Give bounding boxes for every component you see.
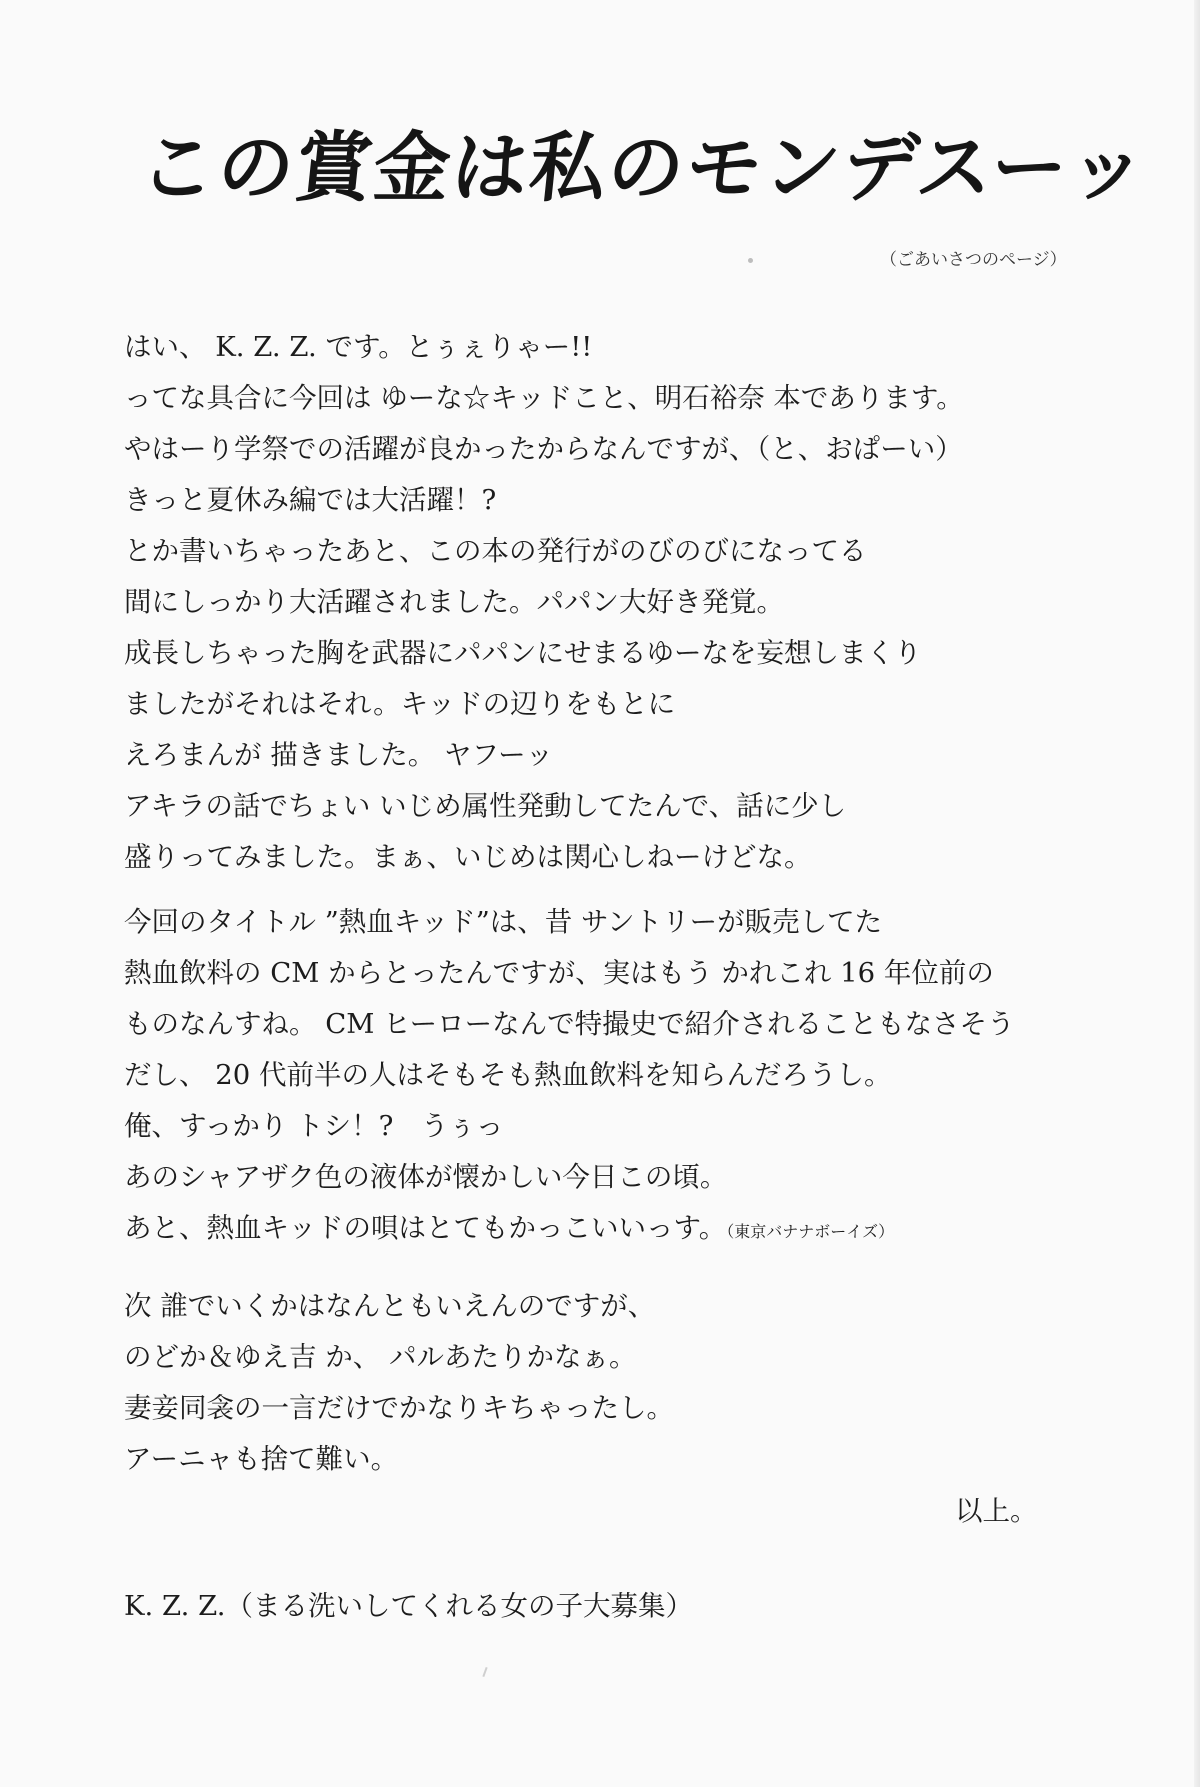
- text-line: あのシャアザク色の液体が懐かしい今日この頃。: [124, 1161, 728, 1193]
- page-edge-shadow: [1194, 0, 1200, 1787]
- greeting-body: [124, 322, 1164, 1485]
- text-line: 俺、すっかり トシ！? うぅっ: [124, 1110, 504, 1142]
- text-line: 妻妾同衾の一言だけでかなりキちゃったし。: [124, 1392, 674, 1424]
- text-line: ましたがそれはそれ。キッドの辺りをもとに: [124, 688, 676, 720]
- signoff: 以上。: [955, 1495, 1038, 1527]
- text-line: 間にしっかり大活躍されました。パパン大好き発覚。: [124, 586, 784, 618]
- author-footer: K. Z. Z.（まる洗いしてくれる女の子大募集）: [124, 1590, 693, 1622]
- text-line: だし、 20 代前半の人はそもそも熱血飲料を知らんだろうし。: [124, 1059, 892, 1091]
- text-line: ってな具合に今回は ゆーな☆キッドこと、明石裕奈 本であります。: [124, 382, 964, 414]
- text-line: とか書いちゃったあと、この本の発行がのびのびになってる: [124, 535, 867, 567]
- paragraph-gap: [124, 1257, 1164, 1281]
- text-line: 次 誰でいくかはなんともいえんのですが、: [124, 1290, 656, 1322]
- paragraph-gap: [124, 883, 1164, 897]
- text-line: 成長しちゃった胸を武器にパパンにせまるゆーなを妄想しまくり: [124, 637, 922, 669]
- text-line: あと、熱血キッドの唄はとてもかっこいいっす。: [124, 1212, 727, 1244]
- text-line: 熱血飲料の CM からとったんですが、実はもう かれこれ 16 年位前の: [124, 957, 994, 989]
- print-speck: [748, 258, 753, 263]
- text-line: はい、 K. Z. Z. です。とぅぇりゃー!!: [124, 331, 593, 363]
- print-speck: [482, 1667, 487, 1677]
- text-line: 今回のタイトル ”熱血キッド”は、昔 サントリーが販売してた: [124, 906, 883, 938]
- text-line: えろまんが 描きました。 ヤフーッ: [124, 739, 554, 771]
- text-line: アキラの話でちょい いじめ属性発動してたんで、話に少し: [124, 790, 847, 822]
- text-line: ものなんすね。 CM ヒーローなんで特撮史で紹介されることもなさそう: [124, 1008, 1015, 1040]
- aside-note: （東京バナナボーイズ）: [726, 1222, 895, 1241]
- text-line-with-note: [124, 1203, 1164, 1257]
- text-line: きっと夏休み編では大活躍！?: [124, 484, 497, 516]
- text-line: 盛りってみました。まぁ、いじめは関心しねーけどな。: [124, 841, 812, 873]
- paragraph-3: [124, 1281, 1164, 1485]
- text-line: やはーり学祭での活躍が良かったからなんですが、（と、おぱーい）: [124, 433, 963, 465]
- paragraph-1: [124, 322, 1164, 883]
- text-line: のどか＆ゆえ吉 か、 パルあたりかなぁ。: [124, 1341, 637, 1373]
- page-subtitle: （ごあいさつのページ）: [880, 250, 1067, 270]
- text-line: アーニャも捨て難い。: [124, 1443, 399, 1475]
- page-title: この賞金は私のモンデスーッ: [135, 123, 1152, 212]
- paragraph-2: [124, 897, 1164, 1257]
